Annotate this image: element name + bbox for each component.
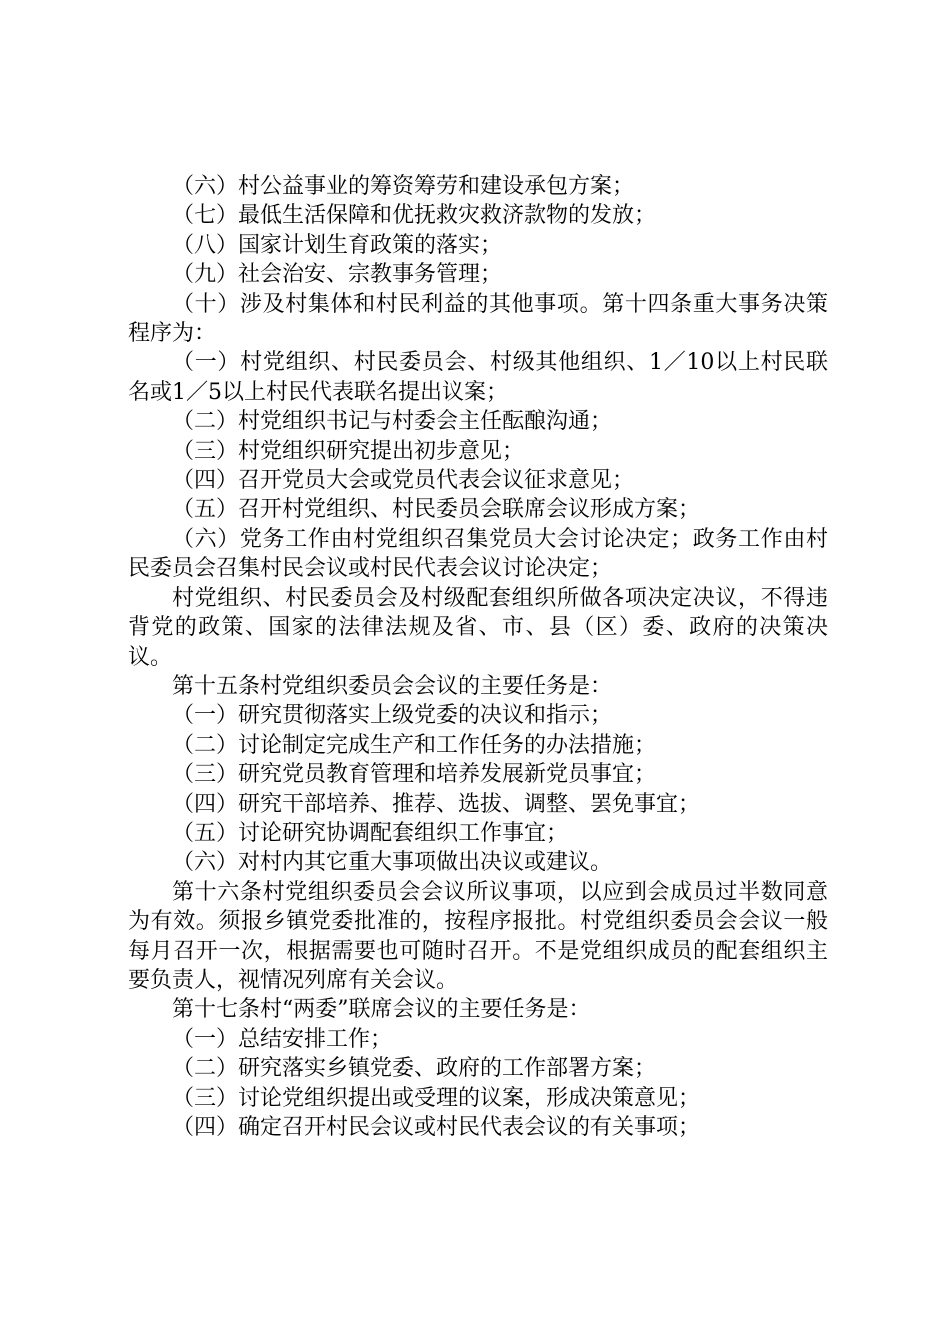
paragraph: （二）研究落实乡镇党委、政府的工作部署方案； <box>172 1056 657 1082</box>
paragraph: （六）对村内其它重大事项做出决议或建议。 <box>172 850 613 876</box>
paragraph: （六）村公益事业的筹资筹劳和建设承包方案； <box>172 174 635 199</box>
paragraph: （六）党务工作由村党组织召集党员大会讨论决定；政务工作由村民委员会召集村民会议或村民代表会议讨论决定； <box>128 526 828 582</box>
paragraph: （三）研究党员教育管理和培养发展新党员事宜； <box>172 762 657 788</box>
paragraph: （一）总结安排工作； <box>172 1026 393 1052</box>
paragraph: 村党组织、村民委员会及村级配套组织所做各项决定决议，不得违背党的政策、国家的法律法规及省、市、县（区）委、政府的决策决议。 <box>128 585 828 670</box>
paragraph: （四）确定召开村民会议或村民代表会议的有关事项； <box>172 1115 701 1140</box>
paragraph: （二）讨论制定完成生产和工作任务的办法措施； <box>172 732 657 758</box>
paragraph: （五）召开村党组织、村民委员会联席会议形成方案； <box>172 497 701 523</box>
paragraph: （四）召开党员大会或党员代表会议征求意见； <box>172 468 635 494</box>
paragraph: （十）涉及村集体和村民利益的其他事项。第十四条重大事务决策程序为： <box>128 291 828 347</box>
paragraph: （三）讨论党组织提出或受理的议案，形成决策意见； <box>172 1085 701 1111</box>
document-page <box>128 172 828 1142</box>
paragraph: （一）研究贯彻落实上级党委的决议和指示； <box>172 703 613 729</box>
paragraph: （一）村党组织、村民委员会、村级其他组织、1／10以上村民联名或1／5以上村民代表联名提出议案； <box>128 350 828 405</box>
paragraph: （三）村党组织研究提出初步意见； <box>172 438 525 464</box>
paragraph: （四）研究干部培养、推荐、选拔、调整、罢免事宜； <box>172 791 701 817</box>
paragraph: 第十七条村“两委”联席会议的主要任务是： <box>172 997 591 1023</box>
paragraph: （九）社会治安、宗教事务管理； <box>172 262 503 288</box>
paragraph: （五）讨论研究协调配套组织工作事宜； <box>172 820 569 846</box>
paragraph: （二）村党组织书记与村委会主任酝酿沟通； <box>172 409 613 435</box>
paragraph: 第十五条村党组织委员会会议的主要任务是： <box>172 673 613 699</box>
paragraph: 第十六条村党组织委员会会议所议事项，以应到会成员过半数同意为有效。须报乡镇党委批准的，按程序报批。村党组织委员会会议一般每月召开一次，根据需要也可随时召开。不是党组织成员的配套组织主要负责人，视情况列席有关会议。 <box>128 879 828 993</box>
paragraph: （八）国家计划生育政策的落实； <box>172 232 503 258</box>
paragraph: （七）最低生活保障和优抚救灾救济款物的发放； <box>172 203 657 229</box>
